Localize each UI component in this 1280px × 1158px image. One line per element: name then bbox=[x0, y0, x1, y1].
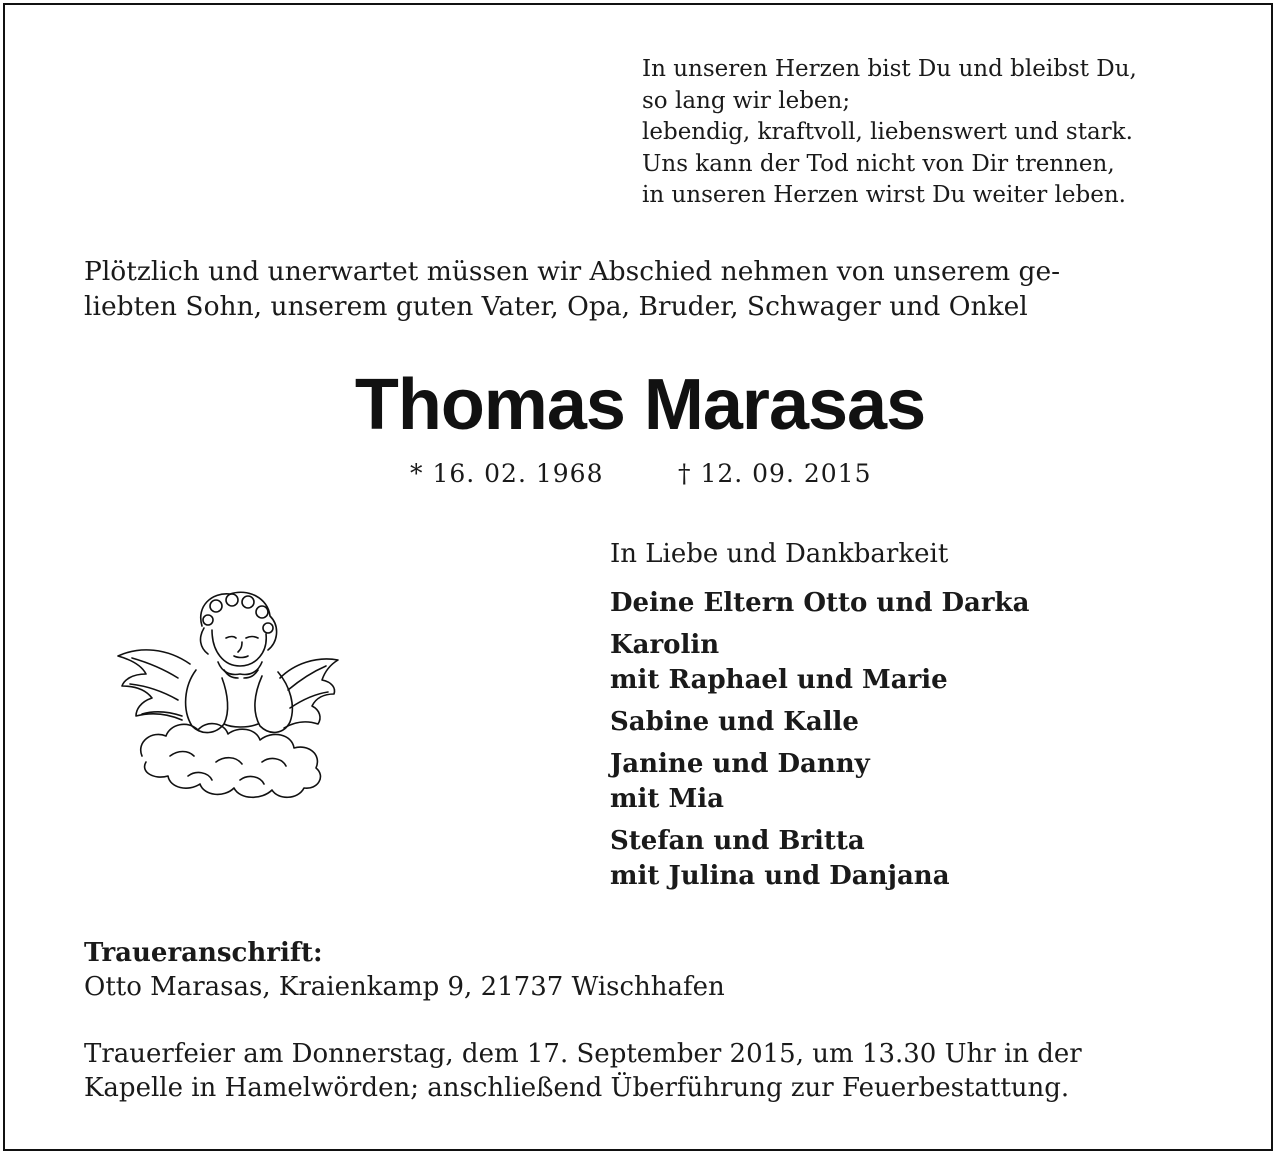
poem-line: lebendig, kraftvoll, liebenswert und stark. bbox=[642, 119, 1133, 145]
funeral-service-info bbox=[84, 1037, 1204, 1105]
announcement-line: liebten Sohn, unserem guten Vater, Opa, Bruder, Schwager und Onkel bbox=[84, 291, 1028, 322]
birth-date: * 16. 02. 1968 bbox=[410, 459, 604, 488]
mourner-group bbox=[610, 705, 1230, 740]
mourner-line: Stefan und Britta bbox=[610, 826, 865, 856]
poem bbox=[642, 54, 1242, 212]
mourner-line: Karolin bbox=[610, 630, 720, 660]
mourner-group bbox=[610, 824, 1230, 894]
cherub-angel-icon bbox=[112, 586, 344, 806]
mourner-line: mit Julina und Danjana bbox=[610, 861, 950, 891]
service-line: Trauerfeier am Donnerstag, dem 17. September 2015, um 13.30 Uhr in der bbox=[84, 1039, 1082, 1069]
poem-line: Uns kann der Tod nicht von Dir trennen, bbox=[642, 150, 1115, 177]
mourners-intro: In Liebe und Dankbarkeit bbox=[610, 539, 949, 569]
poem-line: so lang wir leben; bbox=[642, 87, 851, 114]
deceased-name: Thomas Marasas bbox=[354, 365, 926, 445]
mourner-group bbox=[610, 628, 1230, 698]
announcement-text bbox=[84, 254, 1204, 324]
service-line: Kapelle in Hamelwörden; anschließend Überführung zur Feuerbestattung. bbox=[84, 1073, 1070, 1103]
mourner-line: mit Raphael und Marie bbox=[610, 665, 948, 695]
address-line: Otto Marasas, Kraienkamp 9, 21737 Wischhafen bbox=[84, 972, 725, 1002]
announcement-line: Plötzlich und unerwartet müssen wir Abschied nehmen von unserem ge- bbox=[84, 256, 1061, 287]
poem-line: In unseren Herzen bist Du und bleibst Du, bbox=[642, 56, 1137, 82]
poem-line: in unseren Herzen wirst Du weiter leben. bbox=[642, 182, 1126, 208]
mourner-group bbox=[610, 747, 1230, 817]
address-label: Traueranschrift: bbox=[84, 938, 323, 968]
death-date: † 12. 09. 2015 bbox=[678, 459, 872, 488]
mourners-list bbox=[610, 536, 1230, 901]
mourner-line: Sabine und Kalle bbox=[610, 707, 859, 737]
mourner-group bbox=[610, 586, 1230, 621]
mourner-line: mit Mia bbox=[610, 784, 724, 814]
mourner-line: Janine und Danny bbox=[610, 749, 870, 779]
mourner-line: Deine Eltern Otto und Darka bbox=[610, 588, 1030, 618]
mourning-address bbox=[84, 936, 1184, 1004]
